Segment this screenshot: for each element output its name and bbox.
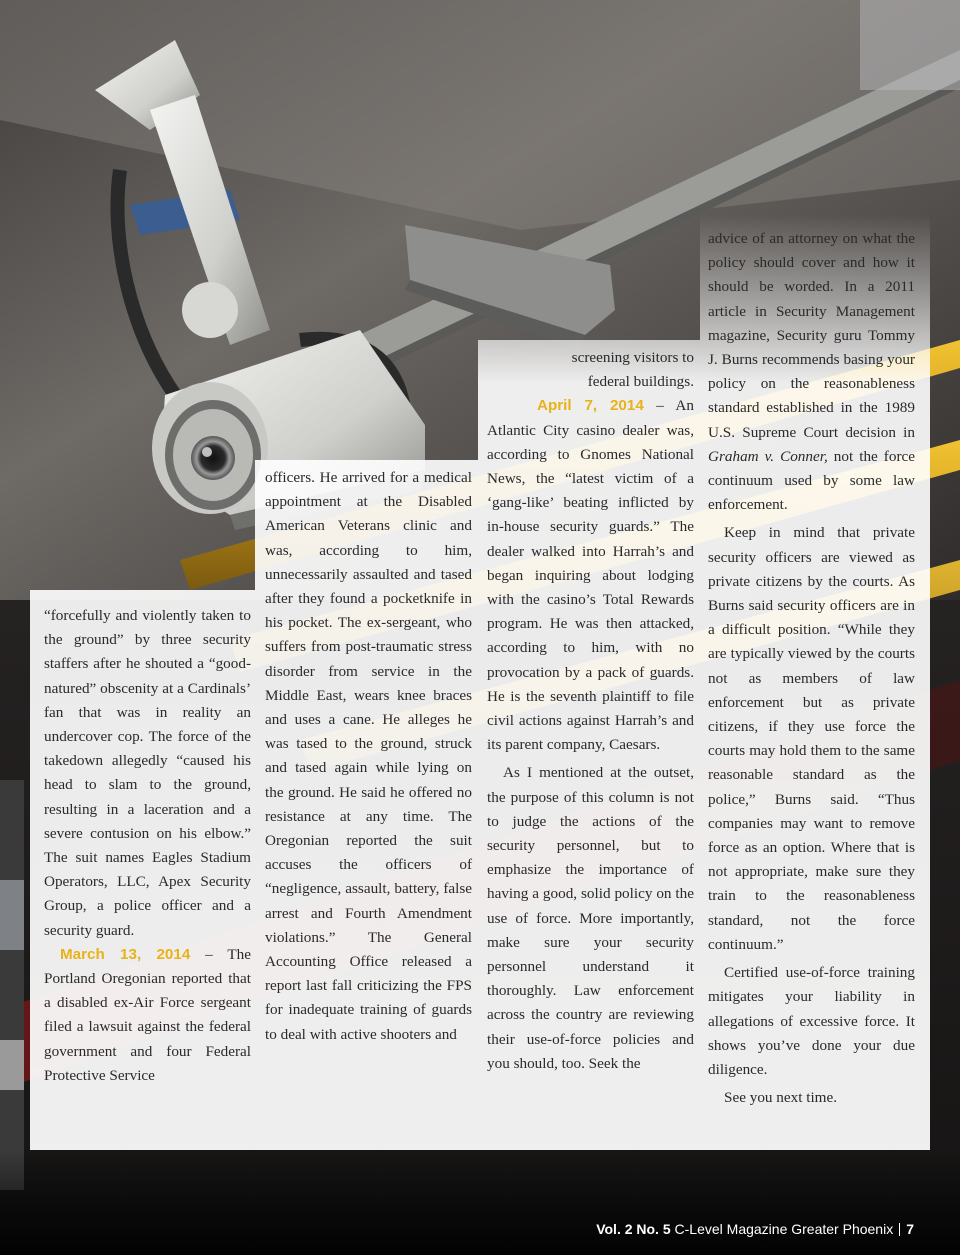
paragraph	[44, 604, 251, 943]
text-column-4	[708, 227, 915, 1110]
magazine-title: C-Level Magazine Greater Phoenix	[674, 1221, 894, 1237]
text-column-3	[487, 346, 694, 1076]
column4-paragraph2: Keep in mind that private security officers are viewed as private citizens by the courts. As Burns said security officers are in a difficult position. “While they are typically viewed by the courts not as members of law enforcement but as private citizens, if they use force the courts may hold them to the same reasonable standard as the police,” Burns said. “Thus companies may want to remove force as an option. Where that is not appropriate, make sure they train to the reasonableness standard, not the force continuum.”	[708, 524, 915, 953]
text-column-1	[44, 604, 251, 1088]
column1-paragraph2: – The Portland Oregonian reported that a disabled ex-Air Force sergeant filed a lawsuit against the federal government and four Federal Protective Service	[44, 945, 251, 1084]
date-heading: April 7, 2014	[537, 397, 644, 415]
column3-paragraph1: screening visitors to federal buildings.	[571, 349, 694, 391]
column2-paragraph1: officers. He arrived for a medical appointment at the Disabled American Veterans clinic and was, according to him, unnecessarily assaulted and tased after they found a pocketknife in his pocket. The ex-sergeant, who suffers from post-traumatic stress disorder from service in the Middle East, wears knee braces and uses a cane. He alleges he was tased to the ground, struck and tased again while lying on the ground. He said he offered no resistance at any time. The Oregonian reported the suit accuses the officers of “negligence, assault, battery, false arrest and Fourth Amendment violations.” The General Accounting Office released a report last fall criticizing the FPS for inadequate training of guards to deal with active shooters and	[265, 469, 472, 1043]
issue-volume: Vol. 2 No. 5	[596, 1221, 671, 1237]
text-column-2	[265, 466, 472, 1047]
paragraph	[44, 943, 251, 1088]
case-name: Graham v. Conner,	[708, 447, 828, 465]
page-number: 7	[906, 1221, 914, 1237]
column3-paragraph3: As I mentioned at the outset, the purpose of this column is not to judge the actions of the security personnel, but to emphasize the importance of having a good, solid policy on the use of force. More importantly, make sure your security personnel understand it thoroughly. Law enforcement across the country are reviewing their use-of-force policies and you should, too. Seek the	[487, 764, 694, 1072]
column4-paragraph1a: advice of an attorney on what the policy should cover and how it should be worded. In a 2011 article in Security Management magazine, Security guru Tommy J. Burns recommends basing your policy on the reasonableness standard established in the 1989 U.S. Supreme Court decision in	[708, 230, 915, 441]
column1-paragraph1: “forcefully and violently taken to the ground” by three security staffers after he shouted a “good-natured” obscenity at a Cardinals’ fan that was in reality an undercover cop. The force of the takedown allegedly “caused his head to slam to the ground, resulting in a laceration and a severe contusion on his elbow.” The suit names Eagles Stadium Operators, LLC, Apex Security Group, a police officer and a security guard.	[44, 607, 251, 939]
column4-paragraph4: See you next time.	[724, 1089, 838, 1107]
paragraph	[708, 227, 915, 517]
column3-paragraph2: – An Atlantic City casino dealer was, according to Gnomes National News, the “latest victim of a ‘gang-like’ beating inflicted by in-house security guards.” The dealer walked into Harrah’s and began inquiring about lodging with the casino’s Total Rewards program. He was then attacked, according to him, with no provocation by a pack of guards. He is the seventh plaintiff to file civil actions against Harrah’s and its parent company, Caesars.	[487, 397, 694, 754]
paragraph	[487, 394, 694, 757]
page-footer	[596, 1221, 914, 1237]
column4-paragraph1b: not the force continuum used by some law enforcement.	[708, 447, 915, 514]
footer-divider	[899, 1223, 900, 1236]
date-heading: March 13, 2014	[60, 945, 191, 963]
column4-paragraph3: Certified use-of-force training mitigates your liability in allegations of excessive force. It shows you’ve done your due diligence.	[708, 964, 915, 1078]
